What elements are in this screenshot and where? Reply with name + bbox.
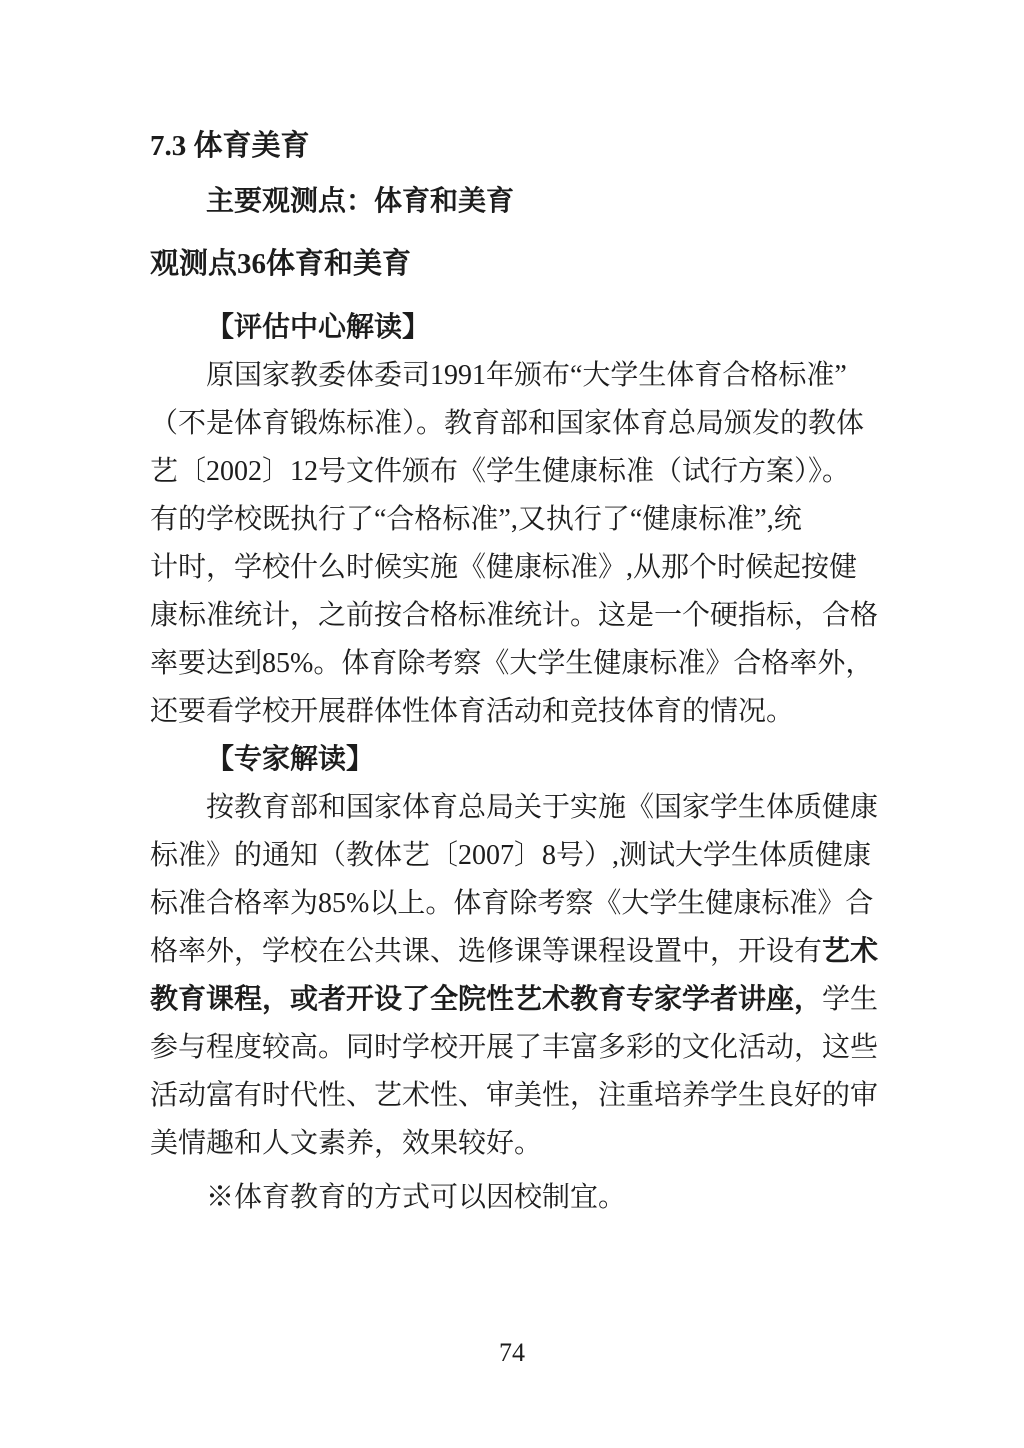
text-run: 率要达到85%。体育除考察《大学生健康标准》合格率外， [150, 648, 874, 679]
section-heading: 7.3 体育美育 [150, 130, 310, 162]
bold-text-run: 艺术 [822, 936, 879, 967]
text-line [150, 928, 886, 976]
text-run: 学生 [822, 984, 879, 1015]
text-line [150, 1120, 886, 1168]
text-line [150, 592, 886, 640]
text-line [150, 1024, 886, 1072]
text-line [150, 640, 886, 688]
text-run: 有的学校既执行了“合格标准”,又执行了“健康标准”,统 [150, 504, 802, 535]
text-run: （不是体育锻炼标准）。教育部和国家体育总局颁发的教体 [150, 408, 865, 439]
text-run: 标准》的通知（教体艺〔2007〕8号）,测试大学生体质健康 [150, 840, 872, 871]
text-run: 活动富有时代性、艺术性、审美性，注重培养学生良好的审 [150, 1080, 879, 1111]
text-run: 艺〔2002〕12号文件颁布《学生健康标准（试行方案）》。 [150, 456, 851, 487]
text-run: 美情趣和人文素养，效果较好。 [150, 1128, 543, 1159]
document-content [150, 122, 886, 1222]
main-observation-heading: 主要观测点：体育和美育 [206, 186, 515, 217]
text-run: 还要看学校开展群体性体育活动和竞技体育的情况。 [150, 696, 795, 727]
center-reading-paragraph [150, 352, 886, 736]
text-run: 按教育部和国家体育总局关于实施《国家学生体质健康 [206, 792, 879, 823]
text-line [150, 448, 886, 496]
text-line [150, 880, 886, 928]
center-reading-heading: 【评估中心解读】 [206, 312, 431, 343]
text-line [150, 400, 886, 448]
text-run: 格率外，学校在公共课、选修课等课程设置中，开设有 [150, 936, 823, 967]
text-line [150, 688, 886, 736]
text-line [150, 352, 886, 400]
text-line [150, 832, 886, 880]
expert-reading-paragraph [150, 784, 886, 1168]
text-run: 原国家教委体委司1991年颁布“大学生体育合格标准” [206, 360, 847, 391]
text-line [150, 784, 886, 832]
bold-text-run: 教育课程，或者开设了全院性艺术教育专家学者讲座， [150, 984, 823, 1015]
text-run: 康标准统计，之前按合格标准统计。这是一个硬指标，合格 [150, 600, 879, 631]
expert-reading-heading: 【专家解读】 [206, 744, 375, 775]
text-run: 计时，学校什么时候实施《健康标准》,从那个时候起按健 [150, 552, 858, 583]
text-line [150, 544, 886, 592]
text-run: 参与程度较高。同时学校开展了丰富多彩的文化活动，这些 [150, 1032, 879, 1063]
page-number: 74 [499, 1338, 525, 1367]
observation-point-heading: 观测点36体育和美育 [150, 248, 412, 280]
text-line [150, 1072, 886, 1120]
text-run: 标准合格率为85%以上。体育除考察《大学生健康标准》合 [150, 888, 874, 919]
note-line: ※体育教育的方式可以因校制宜。 [206, 1182, 627, 1213]
text-line [150, 496, 886, 544]
text-line [150, 976, 886, 1024]
